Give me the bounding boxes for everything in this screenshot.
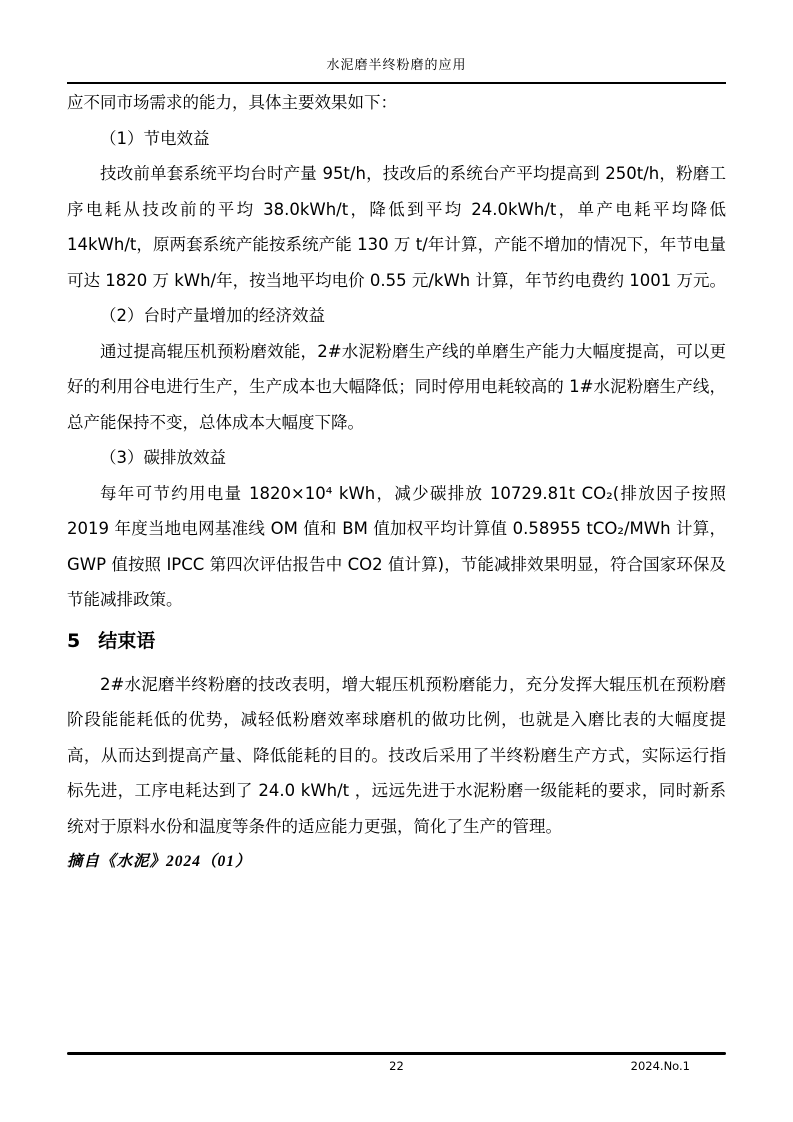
list-item-heading-3: （3）碳排放效益 <box>100 448 226 467</box>
page-number: 22 <box>389 1058 404 1073</box>
page-header <box>67 53 726 84</box>
page-footer <box>67 1052 726 1075</box>
section-heading-conclusion <box>67 623 726 659</box>
paragraph-carbon-benefit: 每年可节约用电量 1820×10⁴ kWh，减少碳排放 10729.81t CO₂(排放因子按照 2019 年度当地电网基准线 OM 值和 BM 值加权平均计算值 0.58955 tCO₂/MWh 计算，GWP 值按照 IPCC 第四次评估报告中 CO2 值计算)，节能减排效果明显，符合国家环保及节能减排政策。 <box>67 483 726 609</box>
section-number: 5 <box>67 629 81 652</box>
page-content <box>67 53 726 880</box>
list-item-heading-2: （2）台时产量增加的经济效益 <box>100 306 325 325</box>
paragraph-conclusion: 2#水泥磨半终粉磨的技改表明，增大辊压机预粉磨能力，充分发挥大辊压机在预粉磨阶段能能耗低的优势，减轻低粉磨效率球磨机的做功比例，也就是入磨比表的大幅度提高，从而达到提高产量、降低能耗的目的。技改后采用了半终粉磨生产方式，实际运行指标先进，工序电耗达到了 24.0 kWh/t ，远远先进于水泥粉磨一级能耗的要求，同时新系统对于原料水份和温度等条件的适应能力更强，简化了生产的管理。 <box>67 674 726 836</box>
footer-row <box>67 1057 726 1075</box>
running-head-title: 水泥磨半终粉磨的应用 <box>326 58 467 73</box>
paragraph-continuation: 应不同市场需求的能力，具体主要效果如下： <box>67 93 397 112</box>
issue-label: 2024.No.1 <box>630 1058 690 1073</box>
source-citation: 摘自《水泥》2024（01） <box>67 853 252 870</box>
header-rule <box>67 82 726 84</box>
footer-rule <box>67 1052 726 1055</box>
paragraph-economic-benefit: 通过提高辊压机预粉磨效能，2#水泥粉磨生产线的单磨生产能力大幅度提高，可以更好的利用谷电进行生产，生产成本也大幅降低；同时停用电耗较高的 1#水泥粉磨生产线，总产能保持不变，总体成本大幅度下降。 <box>67 341 726 432</box>
document-body <box>67 85 726 880</box>
section-title: 结束语 <box>98 629 156 652</box>
paragraph-power-saving: 技改前单套系统平均台时产量 95t/h，技改后的系统台产平均提高到 250t/h，粉磨工序电耗从技改前的平均 38.0kWh/t，降低到平均 24.0kWh/t，单产电耗平均降低 14kWh/t，原两套系统产能按系统产能 130 万 t/年计算，产能不增加的情况下，年节电量可达 1820 万 kWh/年，按当地平均电价 0.55 元/kWh 计算，年节约电费约 1001 万元。 <box>67 164 726 290</box>
list-item-heading-1: （1）节电效益 <box>100 128 210 148</box>
